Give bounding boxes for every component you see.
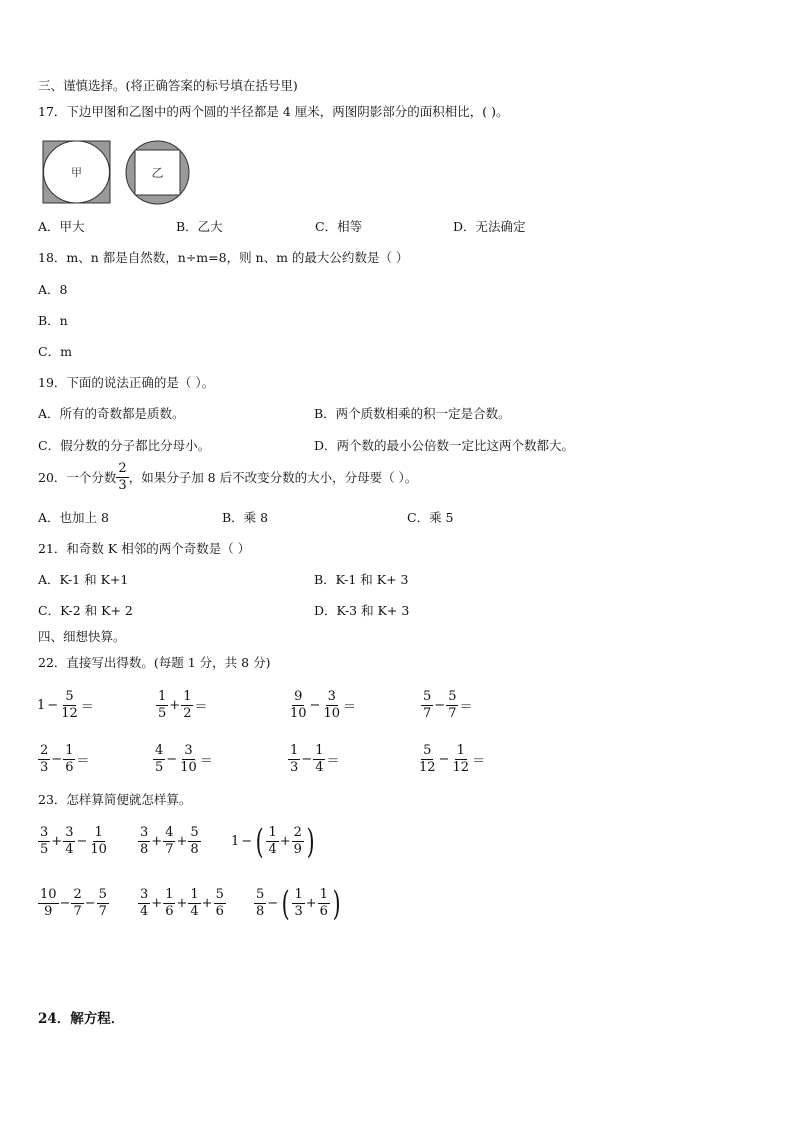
numerator: 1 bbox=[456, 743, 465, 758]
fraction bbox=[138, 888, 150, 919]
q19-option-b: B．两个质数相乘的积一定是合数。 bbox=[314, 406, 511, 421]
numerator: 1 bbox=[294, 887, 303, 902]
left-parenthesis: ( bbox=[281, 883, 290, 924]
minus-sign: − bbox=[76, 834, 88, 849]
denominator: 10 bbox=[290, 706, 307, 721]
q22-expression-2 bbox=[156, 690, 208, 721]
q18-option-a: A．8 bbox=[38, 282, 68, 297]
question-17-text: 17．下边甲图和乙图中的两个圆的半径都是 4 厘米，两图阴影部分的面积相比，( )。 bbox=[38, 104, 509, 119]
fraction bbox=[63, 744, 75, 775]
fraction bbox=[71, 888, 83, 919]
fraction bbox=[188, 826, 200, 857]
fraction-numerator: 2 bbox=[118, 461, 127, 476]
right-parenthesis: ) bbox=[306, 821, 315, 862]
plus-sign: + bbox=[169, 698, 181, 713]
numerator: 5 bbox=[98, 887, 107, 902]
numerator: 5 bbox=[448, 689, 457, 704]
denominator: 12 bbox=[61, 706, 78, 721]
denominator: 5 bbox=[155, 760, 164, 775]
fraction bbox=[153, 744, 165, 775]
section-4-heading: 四、细想快算。 bbox=[38, 629, 126, 644]
denominator: 7 bbox=[165, 842, 174, 857]
question-20 bbox=[38, 462, 417, 493]
fraction bbox=[292, 888, 304, 919]
denominator: 10 bbox=[90, 842, 107, 857]
numerator: 5 bbox=[65, 689, 74, 704]
minus-sign: − bbox=[84, 896, 96, 911]
equals-sign: ＝ bbox=[459, 700, 473, 715]
q17-option-b: B．乙大 bbox=[176, 219, 223, 234]
denominator: 12 bbox=[419, 760, 436, 775]
numerator: 5 bbox=[423, 743, 432, 758]
q21-option-c: C．K-2 和 K+ 2 bbox=[38, 603, 133, 618]
fraction bbox=[446, 690, 458, 721]
numerator: 1 bbox=[190, 887, 199, 902]
fraction bbox=[292, 826, 304, 857]
numerator: 2 bbox=[293, 825, 302, 840]
fraction bbox=[421, 690, 433, 721]
equals-sign: ＝ bbox=[343, 700, 357, 715]
fraction bbox=[288, 690, 309, 721]
numerator: 4 bbox=[155, 743, 164, 758]
minus-sign: − bbox=[47, 698, 59, 713]
q20-option-a: A．也加上 8 bbox=[38, 510, 109, 525]
numerator: 3 bbox=[184, 743, 193, 758]
numerator: 1 bbox=[290, 743, 299, 758]
q21-option-d: D．K-3 和 K+ 3 bbox=[314, 603, 410, 618]
question-23-text: 23．怎样算简便就怎样算。 bbox=[38, 792, 192, 807]
numerator: 5 bbox=[190, 825, 199, 840]
denominator: 7 bbox=[448, 706, 457, 721]
denominator: 4 bbox=[190, 904, 199, 919]
fraction bbox=[254, 888, 266, 919]
minus-sign: − bbox=[434, 698, 446, 713]
denominator: 2 bbox=[183, 706, 192, 721]
q22-expression-5 bbox=[38, 744, 90, 775]
fraction bbox=[266, 826, 278, 857]
fraction bbox=[321, 690, 342, 721]
denominator: 7 bbox=[98, 904, 107, 919]
figure-yi-label: 乙 bbox=[151, 166, 164, 180]
equals-sign: ＝ bbox=[194, 700, 208, 715]
q22-expression-6 bbox=[153, 744, 214, 775]
numerator: 1 bbox=[165, 887, 174, 902]
denominator: 3 bbox=[40, 760, 49, 775]
denominator: 6 bbox=[165, 904, 174, 919]
q22-expression-8 bbox=[417, 744, 486, 775]
q19-option-c: C．假分数的分子都比分母小。 bbox=[38, 438, 211, 453]
denominator: 4 bbox=[268, 842, 277, 857]
fraction bbox=[63, 826, 75, 857]
fraction bbox=[188, 888, 200, 919]
fraction bbox=[318, 888, 330, 919]
minus-sign: − bbox=[59, 896, 71, 911]
equals-sign: ＝ bbox=[472, 754, 486, 769]
denominator: 8 bbox=[256, 904, 265, 919]
plus-sign: + bbox=[51, 834, 63, 849]
fraction bbox=[214, 888, 226, 919]
denominator: 3 bbox=[294, 904, 303, 919]
q22-expression-7 bbox=[288, 744, 340, 775]
numerator: 2 bbox=[73, 887, 82, 902]
fraction bbox=[178, 744, 199, 775]
fraction bbox=[450, 744, 471, 775]
minus-sign: − bbox=[438, 752, 450, 767]
denominator: 6 bbox=[215, 904, 224, 919]
denominator: 5 bbox=[158, 706, 167, 721]
q17-option-c: C．相等 bbox=[315, 219, 363, 234]
numerator: 5 bbox=[256, 887, 265, 902]
denominator: 8 bbox=[190, 842, 199, 857]
denominator: 4 bbox=[315, 760, 324, 775]
denominator: 9 bbox=[293, 842, 302, 857]
q23-expression-1 bbox=[38, 826, 109, 857]
plus-sign: + bbox=[201, 896, 213, 911]
denominator: 5 bbox=[40, 842, 49, 857]
numerator: 1 bbox=[268, 825, 277, 840]
minus-sign: − bbox=[241, 834, 253, 849]
plus-sign: + bbox=[176, 834, 188, 849]
minus-sign: − bbox=[309, 698, 321, 713]
minus-sign: − bbox=[51, 752, 63, 767]
q17-option-d: D．无法确定 bbox=[453, 219, 526, 234]
numerator: 3 bbox=[327, 689, 336, 704]
fraction bbox=[163, 826, 175, 857]
denominator: 6 bbox=[319, 904, 328, 919]
equals-sign: ＝ bbox=[326, 754, 340, 769]
numerator: 1 bbox=[319, 887, 328, 902]
denominator: 12 bbox=[452, 760, 469, 775]
equals-sign: ＝ bbox=[76, 754, 90, 769]
figure-jia-label: 甲 bbox=[71, 166, 82, 179]
fraction bbox=[288, 744, 300, 775]
numerator: 3 bbox=[40, 825, 49, 840]
q18-option-c: C．m bbox=[38, 344, 72, 359]
plus-sign: + bbox=[151, 834, 163, 849]
q20-option-c: C．乘 5 bbox=[407, 510, 454, 525]
fraction bbox=[181, 690, 193, 721]
numerator: 2 bbox=[40, 743, 49, 758]
denominator: 9 bbox=[44, 904, 53, 919]
q22-expression-1 bbox=[36, 690, 95, 721]
figure-yi bbox=[125, 140, 191, 206]
plus-sign: + bbox=[305, 896, 317, 911]
plus-sign: + bbox=[151, 896, 163, 911]
fraction bbox=[417, 744, 438, 775]
question-20-text-after: ，如果分子加 8 后不改变分数的大小，分母要（ ）。 bbox=[128, 469, 418, 485]
denominator: 10 bbox=[323, 706, 340, 721]
numerator: 1 bbox=[94, 825, 103, 840]
plus-sign: + bbox=[176, 896, 188, 911]
question-18-text: 18．m、n 都是自然数，n÷m=8，则 n、m 的最大公约数是（ ） bbox=[38, 250, 409, 265]
denominator: 8 bbox=[140, 842, 149, 857]
question-21-text: 21．和奇数 K 相邻的两个奇数是（ ） bbox=[38, 541, 251, 556]
question-24-text: 24．解方程． bbox=[38, 1011, 125, 1027]
fraction bbox=[97, 888, 109, 919]
question-19-text: 19．下面的说法正确的是（ ）。 bbox=[38, 375, 215, 390]
numerator: 9 bbox=[294, 689, 303, 704]
plus-sign: + bbox=[279, 834, 291, 849]
denominator: 6 bbox=[65, 760, 74, 775]
numerator: 5 bbox=[423, 689, 432, 704]
fraction bbox=[156, 690, 168, 721]
numerator: 3 bbox=[140, 887, 149, 902]
right-parenthesis: ) bbox=[332, 883, 341, 924]
q21-option-b: B．K-1 和 K+ 3 bbox=[314, 572, 409, 587]
q23-expression-3 bbox=[230, 821, 317, 862]
fraction bbox=[163, 888, 175, 919]
question-20-fraction bbox=[116, 462, 128, 493]
question-22-text: 22．直接写出得数。(每题 1 分，共 8 分) bbox=[38, 655, 271, 670]
minus-sign: − bbox=[166, 752, 178, 767]
q23-expression-2 bbox=[138, 826, 201, 857]
fraction bbox=[138, 826, 150, 857]
denominator: 4 bbox=[140, 904, 149, 919]
q20-option-b: B．乘 8 bbox=[222, 510, 269, 525]
q22-expression-4 bbox=[421, 690, 473, 721]
numerator: 10 bbox=[40, 887, 57, 902]
numerator: 4 bbox=[165, 825, 174, 840]
q18-option-b: B．n bbox=[38, 313, 68, 328]
numerator: 3 bbox=[140, 825, 149, 840]
question-20-text-before: 20．一个分数 bbox=[38, 469, 117, 485]
section-3-heading: 三、谨慎选择。(将正确答案的标号填在括号里) bbox=[38, 78, 298, 93]
numerator: 5 bbox=[215, 887, 224, 902]
numerator: 1 bbox=[183, 689, 192, 704]
fraction bbox=[88, 826, 109, 857]
numerator: 1 bbox=[158, 689, 167, 704]
q22-expression-3 bbox=[288, 690, 357, 721]
numerator: 1 bbox=[315, 743, 324, 758]
denominator: 4 bbox=[65, 842, 74, 857]
q17-option-a: A．甲大 bbox=[38, 219, 85, 234]
denominator: 7 bbox=[423, 706, 432, 721]
denominator: 10 bbox=[180, 760, 197, 775]
q21-option-a: A．K-1 和 K+1 bbox=[38, 572, 129, 587]
equals-sign: ＝ bbox=[80, 700, 94, 715]
equals-sign: ＝ bbox=[199, 754, 213, 769]
fraction-denominator: 3 bbox=[118, 478, 127, 493]
left-parenthesis: ( bbox=[255, 821, 264, 862]
q19-option-a: A．所有的奇数都是质数。 bbox=[38, 406, 185, 421]
fraction bbox=[38, 826, 50, 857]
denominator: 3 bbox=[290, 760, 299, 775]
numerator: 1 bbox=[65, 743, 74, 758]
q23-expression-6 bbox=[254, 883, 343, 924]
q19-option-d: D．两个数的最小公倍数一定比这两个数都大。 bbox=[314, 438, 575, 453]
q23-expression-5 bbox=[138, 888, 226, 919]
fraction bbox=[313, 744, 325, 775]
fraction bbox=[59, 690, 80, 721]
number: 1 bbox=[37, 698, 46, 713]
figure-jia bbox=[42, 140, 112, 204]
numerator: 3 bbox=[65, 825, 74, 840]
number: 1 bbox=[231, 834, 240, 849]
fraction bbox=[38, 744, 50, 775]
minus-sign: − bbox=[267, 896, 279, 911]
denominator: 7 bbox=[73, 904, 82, 919]
minus-sign: − bbox=[301, 752, 313, 767]
q23-expression-4 bbox=[38, 888, 109, 919]
fraction bbox=[38, 888, 59, 919]
